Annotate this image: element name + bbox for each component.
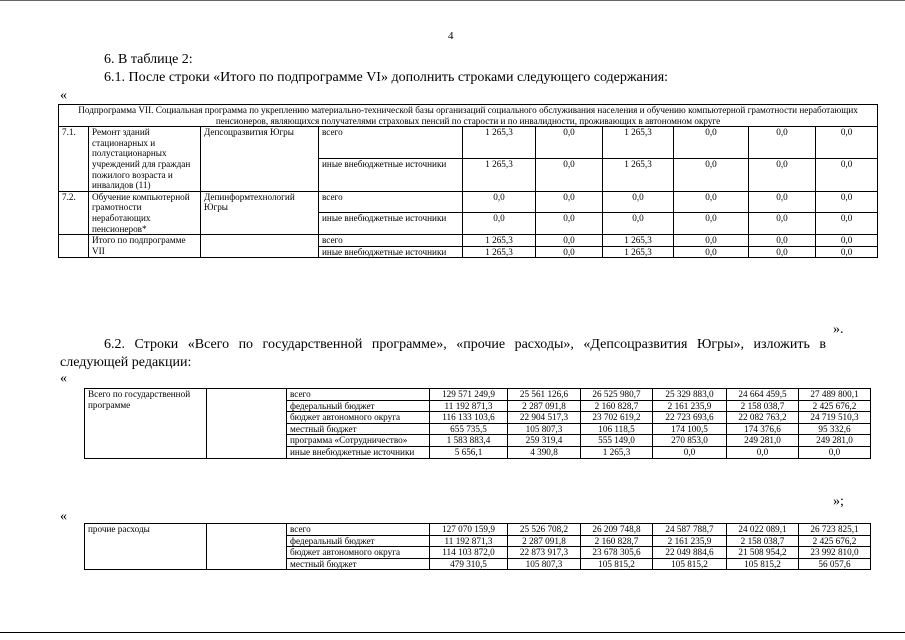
value-cell: 22 904 517,3 bbox=[508, 412, 581, 424]
value-cell: 2 425 676,2 bbox=[799, 535, 871, 547]
value-cell: 555 149,0 bbox=[581, 435, 653, 447]
value-cell: 0,0 bbox=[674, 159, 749, 191]
value-cell: 1 265,3 bbox=[603, 159, 674, 191]
value-cell: 22 873 917,3 bbox=[508, 547, 581, 559]
funding-source: иные внебюджетные источники bbox=[319, 213, 463, 235]
value-cell: 2 161 235,9 bbox=[653, 400, 727, 412]
funding-source: всего bbox=[319, 127, 463, 159]
value-cell: 25 526 708,2 bbox=[508, 524, 581, 536]
value-cell: 114 103 872,0 bbox=[430, 547, 508, 559]
value-cell: 11 192 871,3 bbox=[430, 535, 508, 547]
value-cell: 105 807,3 bbox=[508, 558, 581, 570]
value-cell: 0,0 bbox=[749, 159, 816, 191]
value-cell: 24 587 788,7 bbox=[653, 524, 727, 536]
value-cell: 0,0 bbox=[536, 191, 603, 213]
value-cell: 95 332,6 bbox=[799, 423, 871, 435]
value-cell: 0,0 bbox=[749, 191, 816, 213]
value-cell: 0,0 bbox=[674, 213, 749, 235]
scan-edge bbox=[0, 0, 905, 1]
section-heading: 6. В таблице 2: bbox=[104, 52, 193, 67]
executor bbox=[207, 389, 287, 459]
value-cell: 23 992 810,0 bbox=[799, 547, 871, 559]
table-row bbox=[59, 191, 878, 213]
value-cell: 0,0 bbox=[749, 213, 816, 235]
value-cell: 1 583 883,4 bbox=[430, 435, 508, 447]
value-cell: 0,0 bbox=[463, 213, 536, 235]
funding-source: местный бюджет bbox=[287, 558, 430, 570]
paragraph-6-2-line2: следующей редакции: bbox=[60, 355, 192, 370]
value-cell: 105 815,2 bbox=[581, 558, 653, 570]
value-cell: 25 329 883,0 bbox=[653, 389, 727, 401]
funding-source: иные внебюджетные источники bbox=[319, 246, 463, 258]
value-cell: 259 319,4 bbox=[508, 435, 581, 447]
value-cell: 0,0 bbox=[653, 446, 727, 458]
value-cell: 0,0 bbox=[674, 191, 749, 213]
value-cell: 0,0 bbox=[749, 127, 816, 159]
value-cell: 1 265,3 bbox=[603, 246, 674, 258]
value-cell: 4 390,8 bbox=[508, 446, 581, 458]
value-cell: 23 702 619,2 bbox=[581, 412, 653, 424]
funding-source: программа «Сотрудничество» bbox=[287, 435, 430, 447]
value-cell: 249 281,0 bbox=[799, 435, 871, 447]
value-cell: 0,0 bbox=[463, 191, 536, 213]
value-cell: 479 310,5 bbox=[430, 558, 508, 570]
table-total-program bbox=[84, 388, 871, 459]
paragraph-6-2-line1: 6.2. Строки «Всего по государственной программе», «прочие расходы», «Депсоцразвития Югры», изложить в bbox=[104, 337, 826, 352]
subprogram-header: Подпрограмма VII. Социальная программа по укреплению материально-технической базы организаций социального обслуживания населения и обучению компьютерной грамотности неработающих пенсионеров, являющихся получателями страховых пенсий по старости и по инвалидности, проживающих в автономном округе bbox=[59, 105, 878, 127]
value-cell: 2 287 091,8 bbox=[508, 400, 581, 412]
value-cell: 23 678 305,6 bbox=[581, 547, 653, 559]
executor bbox=[207, 524, 287, 570]
value-cell: 25 561 126,6 bbox=[508, 389, 581, 401]
value-cell: 0,0 bbox=[816, 191, 878, 213]
value-cell: 26 525 980,7 bbox=[581, 389, 653, 401]
value-cell: 1 265,3 bbox=[463, 246, 536, 258]
table-row bbox=[85, 524, 871, 536]
value-cell: 2 158 038,7 bbox=[727, 400, 799, 412]
value-cell: 270 853,0 bbox=[653, 435, 727, 447]
table-row bbox=[59, 235, 878, 247]
value-cell: 0,0 bbox=[816, 213, 878, 235]
value-cell: 24 664 459,5 bbox=[727, 389, 799, 401]
value-cell: 2 160 828,7 bbox=[581, 400, 653, 412]
value-cell: 0,0 bbox=[816, 127, 878, 159]
funding-source: федеральный бюджет bbox=[287, 400, 430, 412]
executor: Депсоцразвития Югры bbox=[201, 127, 319, 192]
funding-source: всего bbox=[319, 235, 463, 247]
row-number: 7.2. bbox=[59, 191, 89, 234]
value-cell: 0,0 bbox=[727, 446, 799, 458]
funding-source: всего bbox=[287, 389, 430, 401]
executor bbox=[201, 235, 319, 258]
value-cell: 2 287 091,8 bbox=[508, 535, 581, 547]
funding-source: бюджет автономного округа bbox=[287, 412, 430, 424]
table-other-expenses bbox=[84, 523, 871, 570]
funding-source: всего bbox=[319, 191, 463, 213]
value-cell: 0,0 bbox=[674, 246, 749, 258]
value-cell: 105 807,3 bbox=[508, 423, 581, 435]
row-name: прочие расходы bbox=[85, 524, 207, 570]
value-cell: 1 265,3 bbox=[603, 235, 674, 247]
open-quote-2: « bbox=[60, 371, 67, 386]
value-cell: 11 192 871,3 bbox=[430, 400, 508, 412]
value-cell: 1 265,3 bbox=[603, 127, 674, 159]
value-cell: 174 100,5 bbox=[653, 423, 727, 435]
value-cell: 0,0 bbox=[536, 127, 603, 159]
close-quote: ». bbox=[833, 322, 844, 337]
value-cell: 174 376,6 bbox=[727, 423, 799, 435]
value-cell: 0,0 bbox=[603, 191, 674, 213]
value-cell: 1 265,3 bbox=[463, 127, 536, 159]
value-cell: 22 723 693,6 bbox=[653, 412, 727, 424]
value-cell: 56 057,6 bbox=[799, 558, 871, 570]
value-cell: 249 281,0 bbox=[727, 435, 799, 447]
funding-source: всего bbox=[287, 524, 430, 536]
value-cell: 106 118,5 bbox=[581, 423, 653, 435]
value-cell: 0,0 bbox=[674, 127, 749, 159]
value-cell: 105 815,2 bbox=[727, 558, 799, 570]
value-cell: 24 719 510,3 bbox=[799, 412, 871, 424]
value-cell: 21 508 954,2 bbox=[727, 547, 799, 559]
executor: Депинформтехнологий Югры bbox=[201, 191, 319, 234]
funding-source: местный бюджет bbox=[287, 423, 430, 435]
value-cell: 2 160 828,7 bbox=[581, 535, 653, 547]
value-cell: 2 425 676,2 bbox=[799, 400, 871, 412]
measure-name: Итого по подпрограмме VII bbox=[89, 235, 201, 258]
value-cell: 0,0 bbox=[536, 246, 603, 258]
value-cell: 0,0 bbox=[816, 246, 878, 258]
value-cell: 5 656,1 bbox=[430, 446, 508, 458]
value-cell: 0,0 bbox=[536, 213, 603, 235]
open-quote-3: « bbox=[60, 509, 67, 524]
value-cell: 116 133 103,6 bbox=[430, 412, 508, 424]
funding-source: иные внебюджетные источники bbox=[319, 159, 463, 191]
value-cell: 655 735,5 bbox=[430, 423, 508, 435]
value-cell: 1 265,3 bbox=[581, 446, 653, 458]
value-cell: 0,0 bbox=[816, 235, 878, 247]
table-subprogram-vii bbox=[58, 104, 878, 258]
value-cell: 0,0 bbox=[536, 235, 603, 247]
paragraph-6-1: 6.1. После строки «Итого по подпрограмме VI» дополнить строками следующего содержания: bbox=[104, 70, 669, 85]
value-cell: 129 571 249,9 bbox=[430, 389, 508, 401]
value-cell: 105 815,2 bbox=[653, 558, 727, 570]
funding-source: федеральный бюджет bbox=[287, 535, 430, 547]
value-cell: 2 161 235,9 bbox=[653, 535, 727, 547]
table-row bbox=[59, 127, 878, 159]
open-quote: « bbox=[60, 88, 67, 103]
measure-name: Обучение компьютерной грамотности неработающих пенсионеров* bbox=[89, 191, 201, 234]
value-cell: 0,0 bbox=[749, 246, 816, 258]
measure-name: Ремонт зданий стационарных и полустационарных учреждений для граждан пожилого возраста и инвалидов (11) bbox=[89, 127, 201, 192]
funding-source: иные внебюджетные источники bbox=[287, 446, 430, 458]
value-cell: 0,0 bbox=[749, 235, 816, 247]
page-bottom-edge bbox=[0, 632, 905, 633]
value-cell: 1 265,3 bbox=[463, 235, 536, 247]
value-cell: 22 082 763,2 bbox=[727, 412, 799, 424]
value-cell: 127 070 159,9 bbox=[430, 524, 508, 536]
page-number: 4 bbox=[448, 30, 454, 42]
value-cell: 24 022 089,1 bbox=[727, 524, 799, 536]
row-number: 7.1. bbox=[59, 127, 89, 192]
value-cell: 0,0 bbox=[816, 159, 878, 191]
value-cell: 26 209 748,8 bbox=[581, 524, 653, 536]
value-cell: 0,0 bbox=[603, 213, 674, 235]
value-cell: 0,0 bbox=[674, 235, 749, 247]
value-cell: 0,0 bbox=[536, 159, 603, 191]
close-quote-2: »; bbox=[833, 494, 844, 509]
table-row bbox=[85, 389, 871, 401]
row-name: Всего по государственной программе bbox=[85, 389, 207, 459]
row-number bbox=[59, 235, 89, 258]
value-cell: 0,0 bbox=[799, 446, 871, 458]
value-cell: 26 723 825,1 bbox=[799, 524, 871, 536]
funding-source: бюджет автономного округа bbox=[287, 547, 430, 559]
value-cell: 22 049 884,6 bbox=[653, 547, 727, 559]
value-cell: 27 489 800,1 bbox=[799, 389, 871, 401]
value-cell: 2 158 038,7 bbox=[727, 535, 799, 547]
value-cell: 1 265,3 bbox=[463, 159, 536, 191]
